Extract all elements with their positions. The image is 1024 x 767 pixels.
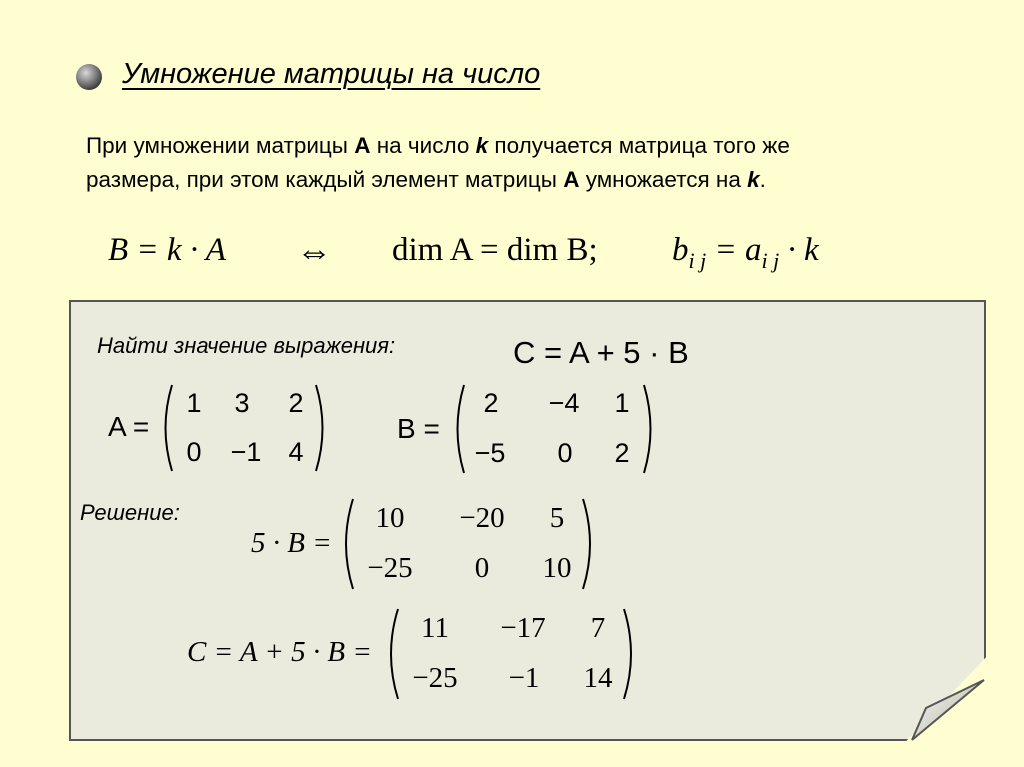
matrix-cell: 5: [549, 502, 565, 534]
intro-text: получается матрица того же: [488, 133, 790, 158]
matrix-cell: 11: [421, 612, 449, 644]
matrix-cell: −25: [412, 662, 458, 694]
matrix-cell: 3: [234, 388, 250, 418]
matrix-cell: 0: [474, 552, 490, 584]
formula-b: b: [672, 232, 689, 268]
matrix-cell: 4: [288, 437, 304, 467]
matrix-c: [385, 606, 637, 702]
matrix-cell: −1: [230, 437, 262, 467]
step2-label: C = A + 5 · B =: [187, 636, 372, 668]
intro-text: на число: [370, 133, 476, 158]
matrix-cell: 1: [614, 388, 630, 418]
task-expression: C = A + 5 · B: [513, 335, 689, 370]
formula-k: · k: [779, 232, 819, 268]
matrix-a-label: A =: [108, 411, 150, 442]
formula-definition: B = k · A: [108, 232, 226, 268]
formula-b-index: i j: [688, 248, 707, 273]
matrix-cell: 1: [186, 388, 202, 418]
intro-text: размера, при этом каждый элемент матрицы: [86, 167, 564, 192]
matrix-cell: −17: [500, 612, 546, 644]
matrix-cell: −25: [367, 552, 413, 584]
intro-text: При умножении матрицы: [86, 133, 355, 158]
intro-number-k: k: [747, 167, 760, 192]
matrix-cell: 10: [542, 552, 572, 584]
solution-label: Решение:: [80, 500, 180, 525]
step1-label: 5 · B =: [251, 527, 332, 559]
matrix-cell: −20: [459, 502, 505, 534]
intro-matrix-a: A: [563, 167, 580, 192]
matrix-cell: 14: [583, 662, 613, 694]
matrix-cell: −4: [548, 388, 580, 418]
matrix-cell: −5: [474, 438, 506, 468]
matrix-cell: 7: [590, 612, 606, 644]
matrix-cell: 2: [614, 438, 630, 468]
formula-a-index: i j: [761, 248, 780, 273]
intro-matrix-a: A: [354, 133, 371, 158]
matrix-cell: 10: [375, 502, 405, 534]
intro-text: умножается на: [579, 167, 748, 192]
intro-text: .: [759, 167, 766, 192]
matrix-cell: −1: [508, 662, 540, 694]
slide-title: Умножение матрицы на число: [122, 58, 541, 90]
formula-a: = a: [706, 232, 762, 268]
matrix-cell: 2: [483, 388, 499, 418]
matrix-cell: 2: [288, 388, 304, 418]
matrix-b: [452, 382, 656, 476]
matrix-a: [160, 382, 328, 474]
task-label: Найти значение выражения:: [97, 333, 396, 358]
matrix-cell: 0: [186, 437, 202, 467]
intro-number-k: k: [475, 133, 489, 158]
matrix-b-label: B =: [397, 413, 440, 444]
equivalence-symbol: ⇔: [296, 231, 332, 271]
matrix-5b: [340, 496, 596, 592]
formula-dimension: dim A = dim B;: [392, 232, 598, 268]
matrix-cell: 0: [557, 438, 573, 468]
